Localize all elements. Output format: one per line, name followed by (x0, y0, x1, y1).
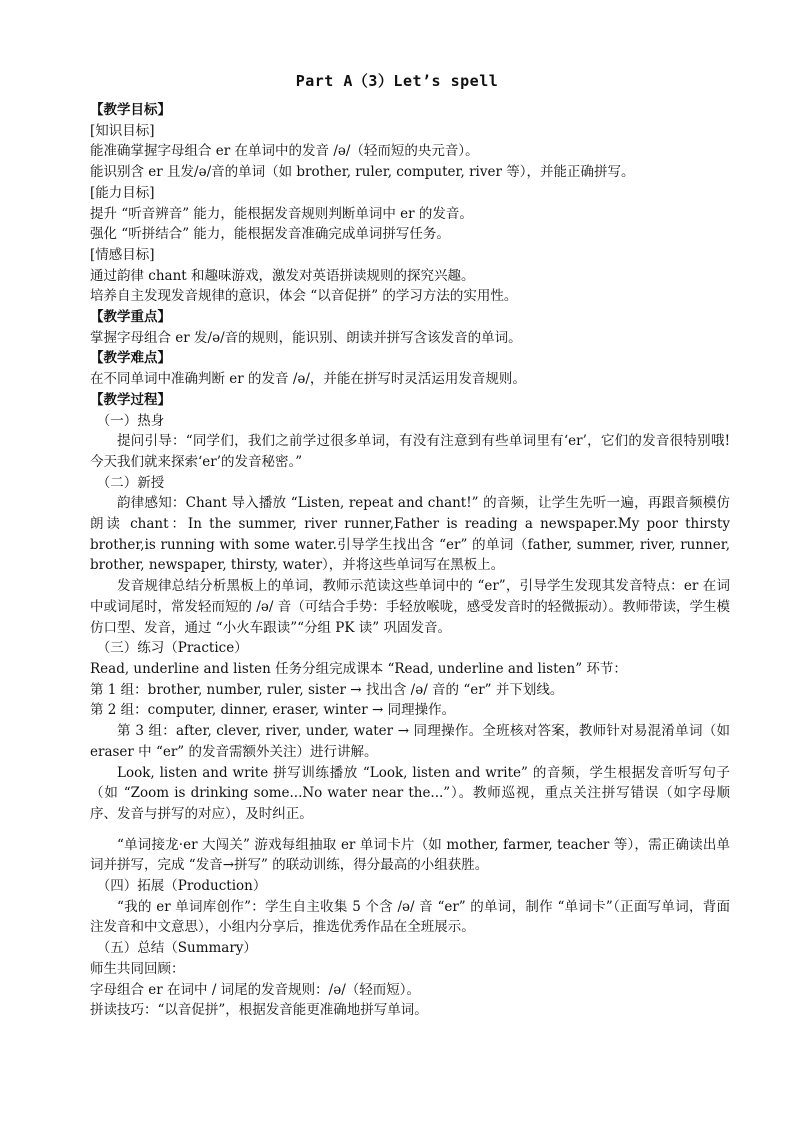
word-chain-game-paragraph: “单词接龙·er 大闯关” 游戏每组抽取 er 单词卡片（如 mother, farmer, teacher 等），需正确读出单词并拼写，完成 “发音→拼写” 的联动训练，得分最高的小组获胜。 (90, 836, 730, 874)
summary-review: 师生共同回顾： (90, 960, 185, 977)
difficulties-text: 在不同单词中准确判断 er 的发音 /ə/，并能在拼写时灵活运用发音规则。 (90, 371, 526, 388)
document-body (90, 100, 730, 1021)
ability-item-2: 强化 “听拼结合” 能力，能根据发音准确完成单词拼写任务。 (90, 226, 450, 243)
key-points-text: 掌握字母组合 er 发/ə/音的规则，能识别、朗读并拼写含该发音的单词。 (90, 329, 522, 346)
look-listen-write-paragraph: Look, listen and write 拼写训练播放 “Look, listen and write” 的音频，学生根据发音听写句子（如 “Zoom is drinking some...No water near the...”）。教师巡视，重点关注拼写错误（如字母顺序、发音与拼写的对应），及时纠正。 (90, 764, 730, 822)
emotion-item-1: 通过韵律 chant 和趣味游戏，激发对英语拼读规则的探究兴趣。 (90, 267, 475, 284)
practice-intro: Read, underline and listen 任务分组完成课本 “Read, underline and listen” 环节： (90, 660, 627, 677)
page-title: Part A（3）Let’s spell (295, 72, 499, 90)
process-heading: 【教学过程】 (90, 391, 171, 408)
emotion-label: [情感目标] (90, 246, 155, 263)
knowledge-label: [知识目标] (90, 122, 155, 139)
summary-tip: 拼读技巧：“以音促拼”，根据发音能更准确地拼写单词。 (90, 1002, 428, 1019)
practice-group-2: 第 2 组：computer, dinner, eraser, winter → 同理操作。 (90, 702, 456, 719)
chant-paragraph: 韵律感知：Chant 导入播放 “Listen, repeat and chant!” 的音频，让学生先听一遍，再跟音频模仿朗读 chant：In the summer, river runner,Father is reading a newspaper.My poor thirsty brother,is running with some water.引导学生找出含 “er” 的单词（father, summer, river, runner, brother, newspaper, thirsty, water），并将这些单词写在黑板上。 (90, 495, 730, 574)
extension-heading: （四）拓展（Production） (96, 878, 267, 895)
key-points-heading: 【教学重点】 (90, 309, 171, 326)
practice-group-3: 第 3 组：after, clever, river, under, water → 同理操作。全班核对答案，教师针对易混淆单词（如 eraser 中 “er” 的发音需额外关注）进行讲解。 (90, 723, 730, 760)
warmup-heading: （一）热身 (96, 412, 165, 429)
knowledge-item-1: 能准确掌握字母组合 er 在单词中的发音 /ə/（轻而短的央元音）。 (90, 143, 479, 160)
new-teaching-heading: （二）新授 (96, 474, 165, 491)
ability-item-1: 提升 “听音辨音” 能力，能根据发音规则判断单词中 er 的发音。 (90, 205, 473, 222)
extension-paragraph: “我的 er 单词库创作”：学生自主收集 5 个含 /ə/ 音 “er” 的单词，制作 “单词卡”（正面写单词，背面注发音和中文意思），小组内分享后，推选优秀作品在全班展示。 (90, 898, 730, 936)
emotion-item-2: 培养自主发现发音规律的意识，体会 “以音促拼” 的学习方法的实用性。 (90, 288, 518, 305)
ability-label: [能力目标] (90, 184, 155, 201)
summary-rule: 字母组合 er 在词中 / 词尾的发音规则：/ə/（轻而短）。 (90, 981, 420, 998)
practice-heading: （三）练习（Practice） (96, 640, 248, 657)
difficulties-heading: 【教学难点】 (90, 350, 171, 367)
objectives-heading: 【教学目标】 (90, 102, 171, 118)
summary-heading: （五）总结（Summary） (96, 940, 257, 957)
warmup-paragraph: 提问引导：“同学们，我们之前学过很多单词，有没有注意到有些单词里有‘er’，它们的发音很特别哦! 今天我们就来探索‘er’的发音秘密。” (90, 433, 730, 470)
rule-summary-paragraph: 发音规律总结分析黑板上的单词，教师示范读这些单词中的 “er”，引导学生发现其发音特点：er 在词中或词尾时，常发轻而短的 /ə/ 音（可结合手势：手轻放喉咙，感受发音时的轻微振动）。教师带读，学生模仿口型、发音，通过 “小火车跟读”“分组 PK 读” 巩固发音。 (90, 578, 730, 636)
practice-group-1: 第 1 组：brother, number, ruler, sister → 找出含 /ə/ 音的 “er” 并下划线。 (90, 681, 564, 698)
knowledge-item-2: 能识别含 er 且发/ə/音的单词（如 brother, ruler, computer, river 等），并能正确拼写。 (90, 164, 635, 181)
